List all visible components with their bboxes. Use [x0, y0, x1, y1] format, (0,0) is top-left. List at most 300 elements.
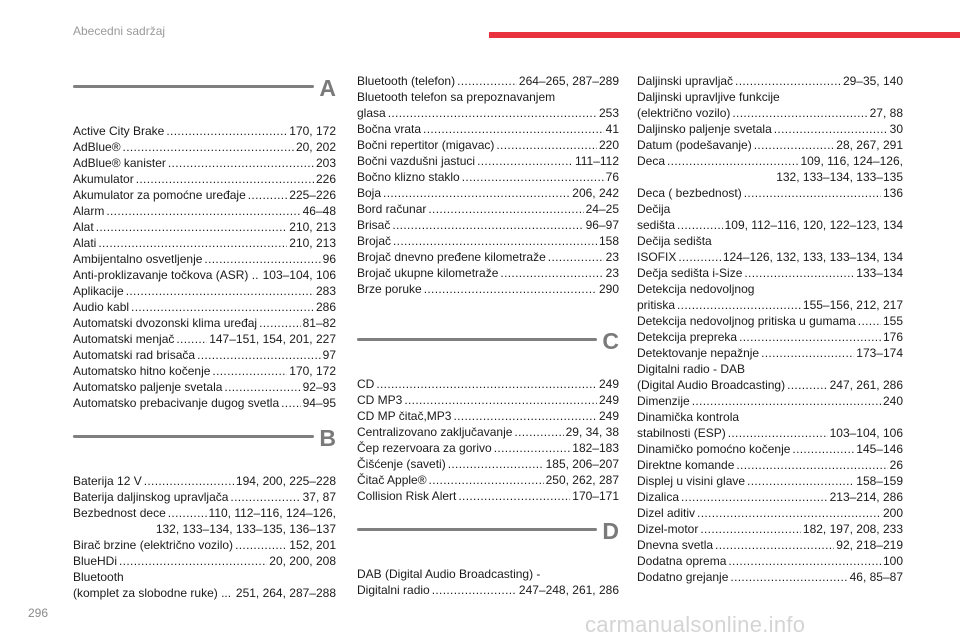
- entry-term: Centralizovano zaključavanje: [357, 425, 513, 439]
- entry-term: Birač brzine (električno vozilo): [73, 538, 234, 552]
- dot-leader: [678, 249, 720, 265]
- entry-term: Boja: [357, 186, 382, 200]
- index-entry: [637, 473, 903, 489]
- entry-pages: 251, 264, 287–288: [235, 586, 336, 600]
- entry-row: [73, 395, 336, 411]
- dot-leader: [126, 283, 314, 299]
- entry-term: Bluetooth (telefon): [357, 74, 456, 88]
- entry-term: Automatsko prebacivanje dugog svetla: [73, 396, 280, 410]
- section-letter: B: [319, 425, 336, 451]
- entry-term: CD: [357, 377, 375, 391]
- entry-term: Dnevna svetla: [637, 538, 714, 552]
- entry-row: [637, 265, 903, 281]
- entry-term: Brojač: [357, 234, 392, 248]
- dot-leader: [787, 377, 828, 393]
- entry-row: [637, 73, 903, 89]
- entry-pages: 264–265, 287–289: [518, 74, 619, 88]
- entry-row: [73, 489, 336, 505]
- dot-leader: [393, 233, 597, 249]
- entry-row: [73, 171, 336, 187]
- dot-leader: [230, 489, 300, 505]
- index-entry: [637, 537, 903, 553]
- index-entry: [73, 395, 336, 411]
- section-letter: D: [602, 518, 619, 544]
- entry-pages: 155–156, 212, 217: [802, 298, 903, 312]
- index-entry: [357, 233, 619, 249]
- index-entry: [73, 235, 336, 251]
- entry-row: [637, 457, 903, 473]
- dot-leader: [728, 425, 828, 441]
- dot-leader: [259, 315, 301, 331]
- index-entry: [73, 171, 336, 187]
- entry-term: (Digital Audio Broadcasting): [637, 378, 786, 392]
- entry-pages: 176: [882, 330, 903, 344]
- entry-term: Deca: [637, 154, 666, 168]
- index-entry: [73, 505, 336, 537]
- entry-row: [357, 137, 619, 153]
- entry-pages: 96: [322, 252, 336, 266]
- index-entry: [637, 281, 903, 313]
- entry-term: AdBlue®: [73, 140, 121, 154]
- entry-row: [73, 203, 336, 219]
- index-entry: [637, 121, 903, 137]
- entry-row: [637, 153, 903, 169]
- entry-row: [637, 345, 903, 361]
- index-entry: [73, 347, 336, 363]
- entry-pages: 109, 112–116, 120, 122–123, 134: [724, 218, 903, 232]
- index-entry: [637, 553, 903, 569]
- index-entry: [637, 505, 903, 521]
- entry-row: [73, 123, 336, 139]
- dot-leader: [458, 488, 570, 504]
- entry-term: Detekcija prepreka: [637, 330, 738, 344]
- index-entry: [73, 283, 336, 299]
- entry-pages-continued: 132, 133–134, 133–135: [776, 170, 903, 184]
- entry-row: [637, 473, 903, 489]
- entry-pages: 170, 172: [289, 364, 336, 378]
- entry-term-line: Dečija: [637, 202, 671, 216]
- entry-pages: 100: [882, 554, 903, 568]
- entry-term: Automatsko paljenje svetala: [73, 380, 223, 394]
- entry-row: [637, 441, 903, 457]
- entry-term: Baterija 12 V: [73, 474, 142, 488]
- entry-row: [637, 121, 903, 137]
- dot-leader: [423, 121, 604, 137]
- dot-leader: [700, 521, 801, 537]
- entry-row: [357, 424, 619, 440]
- entry-pages: 283: [315, 284, 336, 298]
- index-entry: [637, 89, 903, 121]
- dot-leader: [548, 249, 604, 265]
- dot-leader: [428, 201, 583, 217]
- index-entry: [73, 379, 336, 395]
- entry-pages: 152, 201: [289, 538, 336, 552]
- entry-term: Ambijentalno osvetljenje: [73, 252, 203, 266]
- section-header: [357, 330, 619, 376]
- section-header: [357, 520, 619, 566]
- entry-row: [637, 537, 903, 553]
- index-entry: [637, 409, 903, 441]
- entry-pages: 41: [605, 122, 619, 136]
- entry-term: ISOFIX: [637, 250, 677, 264]
- entry-row: [357, 376, 619, 392]
- entry-row: [73, 473, 336, 489]
- dot-leader: [224, 379, 300, 395]
- index-entry: [357, 249, 619, 265]
- entry-term: (komplet za slobodne ruke) ...: [73, 586, 232, 600]
- entry-pages: 145–146: [856, 442, 903, 456]
- entry-term: Alarm: [73, 204, 105, 218]
- entry-pages: 23: [605, 266, 619, 280]
- entry-row: [73, 219, 336, 235]
- watermark: carmanualsonline.info: [585, 612, 806, 637]
- index-entry: [357, 137, 619, 153]
- dot-leader: [692, 393, 881, 409]
- entry-row: [357, 185, 619, 201]
- entry-pages: 213–214, 286: [829, 490, 903, 504]
- index-entry: [637, 489, 903, 505]
- entry-term: Bočni repertitor (migavac): [357, 138, 495, 152]
- entry-row: [73, 235, 336, 251]
- entry-row: [637, 521, 903, 537]
- dot-leader: [176, 331, 207, 347]
- entry-term: Akumulator za pomoćne uređaje: [73, 188, 246, 202]
- dot-leader: [736, 457, 887, 473]
- dot-leader: [96, 219, 288, 235]
- entry-term: Collision Risk Alert: [357, 489, 457, 503]
- index-entry: [73, 473, 336, 489]
- dot-leader: [144, 473, 234, 489]
- entry-term: Displej u visini glave: [637, 474, 746, 488]
- entry-pages: 173–174: [856, 346, 903, 360]
- entry-list: [637, 73, 903, 585]
- entry-pages: 290: [598, 282, 619, 296]
- index-entry: [357, 265, 619, 281]
- entry-pages: 111–112: [574, 154, 619, 168]
- entry-pages: 220: [598, 138, 619, 152]
- index-entry: [73, 315, 336, 331]
- entry-row: [73, 537, 336, 553]
- entry-list: [73, 473, 336, 601]
- entry-pages: 28, 267, 291: [836, 138, 903, 152]
- entry-pages: 194, 200, 225–228: [235, 474, 336, 488]
- section-header: [73, 427, 336, 473]
- dot-leader: [728, 553, 881, 569]
- dot-leader: [754, 137, 835, 153]
- dot-leader: [494, 440, 571, 456]
- entry-row: [637, 553, 903, 569]
- dot-leader: [677, 217, 723, 233]
- entry-row: [357, 456, 619, 472]
- entry-pages: 30: [889, 122, 903, 136]
- index-entry: [637, 457, 903, 473]
- entry-term: Brisač: [357, 218, 391, 232]
- entry-row: [73, 363, 336, 379]
- entry-row: [357, 169, 619, 185]
- entry-term: Čep rezervoara za gorivo: [357, 441, 492, 455]
- entry-row: [637, 105, 903, 121]
- entry-term: Dodatno grejanje: [637, 570, 729, 584]
- entry-pages: 94–95: [302, 396, 336, 410]
- index-entry: [637, 361, 903, 393]
- section-header: [73, 77, 336, 123]
- entry-term: Dizalica: [637, 490, 680, 504]
- index-entry: [73, 219, 336, 235]
- entry-term: Daljinski upravljač: [637, 74, 734, 88]
- index-entry: [73, 251, 336, 267]
- dot-leader: [457, 73, 517, 89]
- dot-leader: [168, 505, 207, 521]
- section-rule: [73, 85, 314, 88]
- entry-pages: 81–82: [302, 316, 336, 330]
- dot-leader: [681, 489, 828, 505]
- dot-leader: [715, 537, 834, 553]
- entry-list: [357, 566, 619, 598]
- index-entry: [73, 299, 336, 315]
- entry-pages: 92–93: [302, 380, 336, 394]
- entry-pages: 170, 172: [289, 124, 336, 138]
- index-entry: [357, 424, 619, 440]
- index-entry: [357, 488, 619, 504]
- entry-term: Bočni vazdušni jastuci: [357, 154, 476, 168]
- header-accent-bar: [489, 32, 960, 38]
- index-entry: [357, 73, 619, 89]
- section-letter: A: [319, 75, 336, 101]
- index-entry: [73, 553, 336, 569]
- entry-pages: 46, 85–87: [849, 570, 903, 584]
- dot-leader: [388, 105, 597, 121]
- dot-leader: [477, 153, 573, 169]
- entry-term: Daljinsko paljenje svetala: [637, 122, 772, 136]
- section-a: [73, 77, 336, 411]
- dot-leader: [432, 582, 517, 598]
- index-entry: [73, 203, 336, 219]
- entry-term: glasa: [357, 106, 386, 120]
- entry-pages: 27, 88: [869, 106, 903, 120]
- entry-row: [73, 283, 336, 299]
- dot-leader: [281, 395, 300, 411]
- entry-row: [637, 249, 903, 265]
- index-entry: [637, 233, 903, 265]
- entry-term: Dizel aditiv: [637, 506, 696, 520]
- entry-term: Detekcija nedovoljnog pritiska u gumama: [637, 314, 856, 328]
- entry-pages: 26: [889, 458, 903, 472]
- entry-row: [73, 331, 336, 347]
- entry-pages: 158: [598, 234, 619, 248]
- entry-term-line: Dinamička kontrola: [637, 410, 740, 424]
- entry-row: [357, 440, 619, 456]
- index-entry: [637, 313, 903, 329]
- entry-term: Direktne komande: [637, 458, 735, 472]
- dot-leader: [453, 408, 597, 424]
- entry-pages: 185, 206–207: [545, 457, 619, 471]
- index-entry: [73, 489, 336, 505]
- entry-row: [637, 137, 903, 153]
- entry-pages: 200: [882, 506, 903, 520]
- entry-term: stabilnosti (ESP): [637, 426, 726, 440]
- entry-term: Bočna vrata: [357, 122, 422, 136]
- dot-leader: [98, 235, 287, 251]
- entry-row: [357, 488, 619, 504]
- index-entry: [357, 201, 619, 217]
- entry-term: Baterija daljinskog upravljača: [73, 490, 229, 504]
- dot-leader: [392, 217, 583, 233]
- dot-leader: [119, 553, 267, 569]
- entry-term: Audio kabl: [73, 300, 130, 314]
- dot-leader: [792, 441, 854, 457]
- entry-term: Brojač ukupne kilometraže: [357, 266, 499, 280]
- index-entry: [637, 185, 903, 201]
- dot-leader: [235, 537, 287, 553]
- entry-term: Automatski rad brisača: [73, 348, 196, 362]
- entry-term: Digitalni radio: [357, 583, 430, 597]
- section-letter: C: [602, 328, 619, 354]
- dot-leader: [739, 329, 881, 345]
- dot-leader: [424, 281, 597, 297]
- entry-term-line: Detekcija nedovoljnog: [637, 282, 755, 296]
- index-entry: [73, 123, 336, 139]
- dot-leader: [448, 456, 544, 472]
- dot-leader: [106, 203, 300, 219]
- index-entry: [357, 456, 619, 472]
- entry-row: [637, 377, 903, 393]
- index-entry: [357, 89, 619, 121]
- entry-term: pritiska: [637, 298, 676, 312]
- entry-row: [637, 329, 903, 345]
- entry-term: Aplikacije: [73, 284, 124, 298]
- entry-row: [357, 582, 619, 598]
- dot-leader: [747, 473, 854, 489]
- entry-term: CD MP3: [357, 393, 403, 407]
- entry-row: [357, 281, 619, 297]
- index-entry: [357, 185, 619, 201]
- entry-row: [357, 265, 619, 281]
- dot-leader: [429, 472, 544, 488]
- index-entry: [637, 265, 903, 281]
- entry-pages: 133–134: [856, 266, 903, 280]
- entry-pages: 24–25: [585, 202, 619, 216]
- entry-pages: 182–183: [572, 441, 619, 455]
- entry-pages: 206, 242: [572, 186, 619, 200]
- entry-pages: 155: [882, 314, 903, 328]
- dot-leader: [735, 73, 841, 89]
- section-d: [357, 520, 619, 598]
- index-entry: [637, 569, 903, 585]
- entry-row: [73, 505, 336, 521]
- index-entry: [637, 441, 903, 457]
- index-entry: [637, 153, 903, 185]
- entry-pages: 97: [322, 348, 336, 362]
- entry-term: Alat: [73, 220, 94, 234]
- entry-term: Čitač Apple®: [357, 473, 427, 487]
- entry-row: [637, 313, 903, 329]
- entry-pages: 170–171: [572, 489, 619, 503]
- entry-row: [73, 155, 336, 171]
- entry-pages: 203: [315, 156, 336, 170]
- entry-term-line: Digitalni radio - DAB: [637, 362, 746, 376]
- entry-pages: 103–104, 106: [829, 426, 903, 440]
- entry-term: Brojač dnevno pređene kilometraže: [357, 250, 546, 264]
- section-rule: [357, 338, 597, 341]
- entry-row: [637, 185, 903, 201]
- entry-term: Dodatna oprema: [637, 554, 727, 568]
- entry-row: [357, 233, 619, 249]
- entry-term: CD MP čitač,MP3: [357, 409, 452, 423]
- entry-pages: 136: [882, 186, 903, 200]
- index-entry: [357, 472, 619, 488]
- index-entry: [73, 569, 336, 601]
- index-entry: [357, 440, 619, 456]
- entry-pages: 226: [315, 172, 336, 186]
- entry-pages: 92, 218–219: [836, 538, 903, 552]
- entry-row: [637, 217, 903, 233]
- section-b: [73, 427, 336, 601]
- dot-leader: [744, 185, 881, 201]
- index-entry: [637, 345, 903, 361]
- entry-term: Anti-proklizavanje točkova (ASR) ..: [73, 268, 259, 282]
- index-entry: [357, 169, 619, 185]
- index-entry: [357, 408, 619, 424]
- entry-row: [357, 392, 619, 408]
- dot-leader: [376, 376, 597, 392]
- entry-row: [73, 315, 336, 331]
- entry-row: [73, 585, 336, 601]
- entry-term-line: Bluetooth telefon sa prepoznavanjem: [357, 90, 556, 104]
- entry-row: [73, 187, 336, 203]
- entry-row: [357, 217, 619, 233]
- dot-leader: [514, 424, 563, 440]
- entry-pages: 182, 197, 208, 233: [802, 522, 903, 536]
- entry-term: Bezbednost dece: [73, 506, 166, 520]
- entry-term: Dimenzije: [637, 394, 690, 408]
- dot-leader: [383, 185, 570, 201]
- entry-list: [73, 123, 336, 411]
- entry-pages: 76: [605, 170, 619, 184]
- entry-term: AdBlue® kanister: [73, 156, 166, 170]
- entry-row: [357, 201, 619, 217]
- entry-list: [357, 73, 619, 297]
- index-entry: [637, 73, 903, 89]
- entry-row: [637, 569, 903, 585]
- entry-term-line: Bluetooth: [73, 570, 124, 584]
- entry-row: [357, 121, 619, 137]
- entry-pages: 210, 213: [289, 236, 336, 250]
- entry-pages: 29, 34, 38: [565, 425, 619, 439]
- index-entry: [637, 521, 903, 537]
- entry-pages: 20, 200, 208: [269, 554, 336, 568]
- entry-term: Akumulator: [73, 172, 134, 186]
- dot-leader: [774, 121, 888, 137]
- entry-term: (električno vozilo): [637, 106, 731, 120]
- index-entry: [73, 537, 336, 553]
- entry-term-line: Dečija sedišta: [637, 234, 712, 248]
- entry-term: sedišta: [637, 218, 676, 232]
- entry-pages: 247, 261, 286: [829, 378, 903, 392]
- entry-row: [357, 153, 619, 169]
- entry-term: Deca ( bezbednost): [637, 186, 742, 200]
- index-entry: [73, 267, 336, 283]
- entry-term: BlueHDi: [73, 554, 118, 568]
- entry-row: [73, 139, 336, 155]
- entry-term: Alati: [73, 236, 97, 250]
- entry-term-line: Daljinski upravljive funkcije: [637, 90, 780, 104]
- entry-term: Brze poruke: [357, 282, 422, 296]
- entry-row: [357, 105, 619, 121]
- entry-term: Datum (podešavanje): [637, 138, 752, 152]
- dot-leader: [204, 251, 320, 267]
- dot-leader: [500, 265, 603, 281]
- entry-term: Automatski dvozonski klima uređaj: [73, 316, 258, 330]
